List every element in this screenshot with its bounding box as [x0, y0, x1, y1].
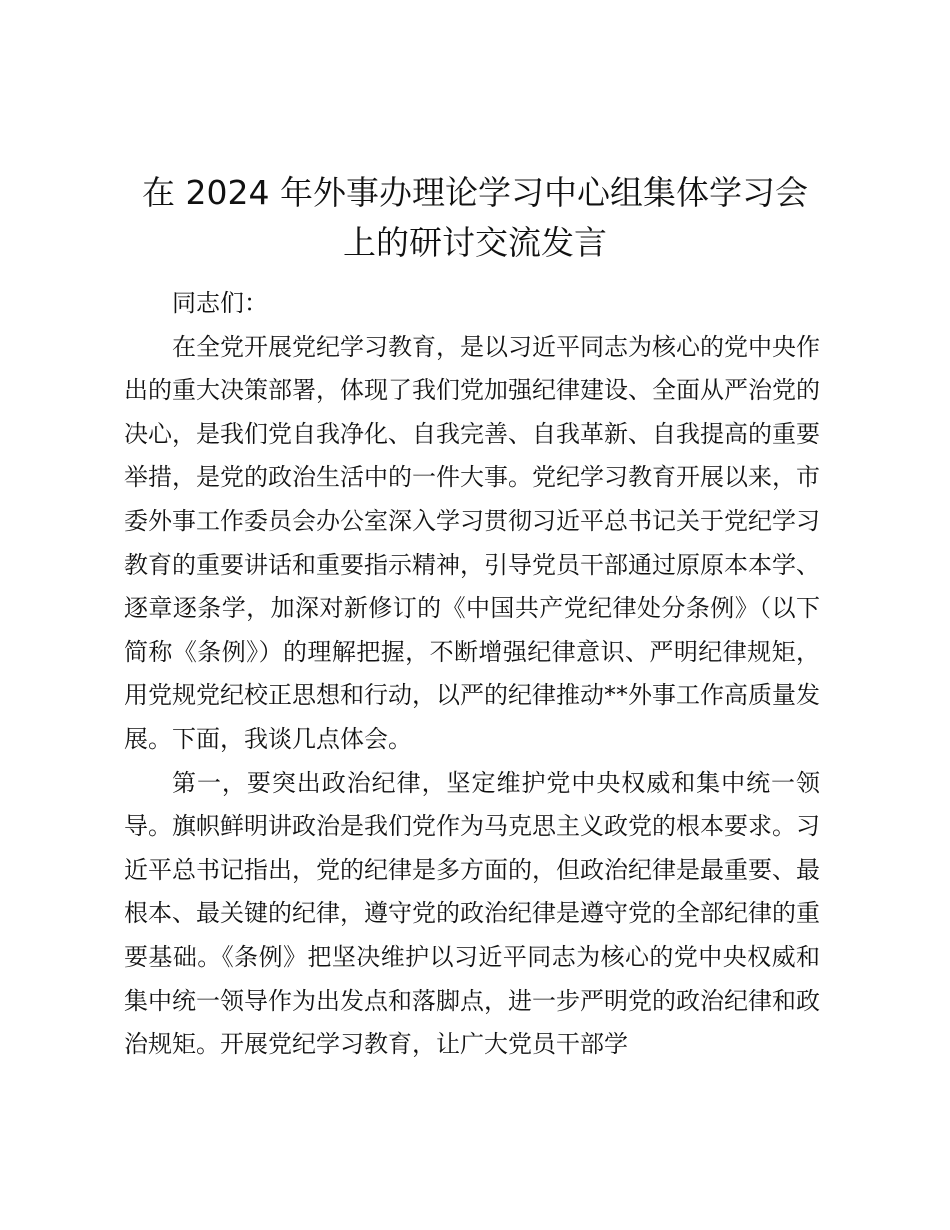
- document-title: [120, 168, 830, 268]
- document-body: [124, 282, 820, 1067]
- title-line-2: 上的研讨交流发言: [343, 223, 607, 262]
- salutation: 同志们：: [172, 289, 268, 317]
- paragraph-point-one: 第一，要突出政治纪律，坚定维护党中央权威和集中统一领导。旗帜鲜明讲政治是我们党作为马克思主义政党的根本要求。习近平总书记指出，党的纪律是多方面的，但政治纪律是最重要、最根本、最关键的纪律，遵守党的政治纪律是遵守党的全部纪律的重要基础。《条例》把坚决维护以习近平同志为核心的党中央权威和集中统一领导作为出发点和落脚点，进一步严明党的政治纪律和政治规矩。开展党纪学习教育，让广大党员干部学: [124, 768, 820, 1059]
- paragraph-intro: 在全党开展党纪学习教育，是以习近平同志为核心的党中央作出的重大决策部署，体现了我们党加强纪律建设、全面从严治党的决心，是我们党自我净化、自我完善、自我革新、自我提高的重要举措，是党的政治生活中的一件大事。党纪学习教育开展以来，市委外事工作委员会办公室深入学习贯彻习近平总书记关于党纪学习教育的重要讲话和重要指示精神，引导党员干部通过原原本本学、逐章逐条学，加深对新修订的《中国共产党纪律处分条例》（以下简称《条例》）的理解把握，不断增强纪律意识、严明纪律规矩，用党规党纪校正思想和行动，以严的纪律推动**外事工作高质量发展。下面，我谈几点体会。: [124, 332, 820, 753]
- title-line-1: 在 2024 年外事办理论学习中心组集体学习会: [142, 173, 808, 212]
